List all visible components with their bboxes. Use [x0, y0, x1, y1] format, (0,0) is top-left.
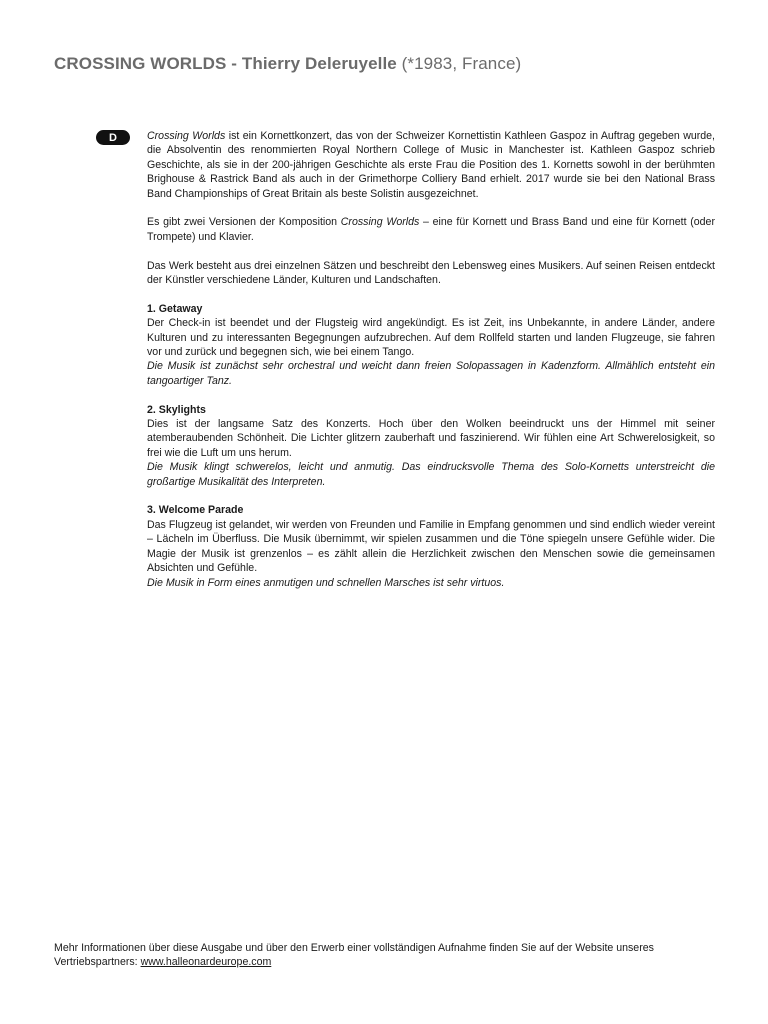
movement-description: [147, 417, 715, 489]
movement-music-note: Die Musik klingt schwerelos, leicht und anmutig. Das eindrucksvolle Thema des Solo-Kornetts unterstreicht die großartige Musikalität des Interpreten.: [147, 461, 715, 488]
movement-text: Dies ist der langsame Satz des Konzerts. Hoch über den Wolken beeindruckt uns der Himmel mit seiner atemberaubenden Schönheit. Die Lichter glitzern zauberhaft und faszinierend. Wir fühlen eine Art Schwerelosigkeit, so frei wie die Luft um uns herum.: [147, 418, 715, 459]
movement-text: Das Flugzeug ist gelandet, wir werden von Freunden und Familie in Empfang genommen und sind endlich wieder vereint – Lächeln im Überfluss. Die Musik übernimmt, wir spielen zusammen und die Töne spiegeln unsere Gefühle wider. Die Magie der Musik ist grenzenlos – es zählt allein die Herzlichkeit zwischen den Menschen sowie die gemeinsamen Absichten und Gefühle.: [147, 518, 715, 575]
movement-1: [147, 302, 715, 388]
footer-note: [54, 941, 734, 970]
intro-paragraph-1: [147, 129, 715, 201]
movement-heading: 3. Welcome Parade: [147, 504, 244, 517]
footer-text: Mehr Informationen über diese Ausgabe und über den Erwerb einer vollständigen Aufnahme finden Sie auf der Website unseres Vertriebspartners:: [54, 942, 654, 969]
title-composer-info: (*1983, France): [396, 54, 522, 73]
page-title: [54, 54, 521, 74]
movement-heading: 1. Getaway: [147, 302, 203, 315]
movement-music-note: Die Musik ist zunächst sehr orchestral und weicht dann freien Solopassagen in Kadenzform. Allmählich entsteht ein tangoartiger Tanz.: [147, 360, 715, 387]
work-title: Crossing Worlds: [147, 130, 226, 142]
article-body: [147, 129, 715, 604]
movement-text: Der Check-in ist beendet und der Flugsteig wird angekündigt. Es ist Zeit, ins Unbekannte, in andere Länder, andere Kulturen und zu interessanten Begegnungen aufzubrechen. Auf dem Rollfeld starten und landen Flugzeuge, sie fahren vor und zurück und begegnen sich, wie bei einem Tango.: [147, 317, 715, 359]
work-title-2: Crossing Worlds: [340, 216, 420, 229]
intro-paragraph-2: [147, 215, 715, 244]
movement-2: [147, 403, 715, 489]
title-main: CROSSING WORLDS - Thierry Deleruyelle: [54, 54, 397, 73]
movement-3: [147, 503, 715, 589]
movement-heading: 2. Skylights: [147, 403, 206, 416]
movement-description: [147, 316, 715, 388]
language-badge: D: [96, 130, 130, 145]
distributor-link[interactable]: www.halleonardeurope.com: [140, 956, 272, 969]
intro-text-2b: – eine für Kornett und Brass Band und eine für Kornett (oder Trompete) und Klavier.: [147, 216, 715, 243]
movement-music-note: Die Musik in Form eines anmutigen und schnellen Marsches ist sehr virtuos.: [147, 576, 505, 589]
intro-text-2a: Es gibt zwei Versionen der Komposition: [147, 216, 341, 229]
intro-text-1: ist ein Kornettkonzert, das von der Schweizer Kornettistin Kathleen Gaspoz in Auftrag gegeben wurde, die Absolventin des renommierten Royal Northern College of Music in Manchester ist. Kathleen Gaspoz schrieb Geschichte, als sie in der 200-jährigen Geschichte als erste Frau die Position des 1. Kornetts sowohl in der berühmten Brighouse & Rastrick Band als auch in der Grimethorpe Colliery Band erhielt. 2017 wurde sie bei den National Brass Band Championships of Great Britain als beste Solistin ausgezeichnet.: [147, 130, 715, 200]
intro-paragraph-3: Das Werk besteht aus drei einzelnen Sätzen und beschreibt den Lebensweg eines Musikers. Auf seinen Reisen entdeckt der Künstler verschiedene Länder, Kulturen und Landschaften.: [147, 259, 715, 287]
movement-description: [147, 518, 715, 590]
